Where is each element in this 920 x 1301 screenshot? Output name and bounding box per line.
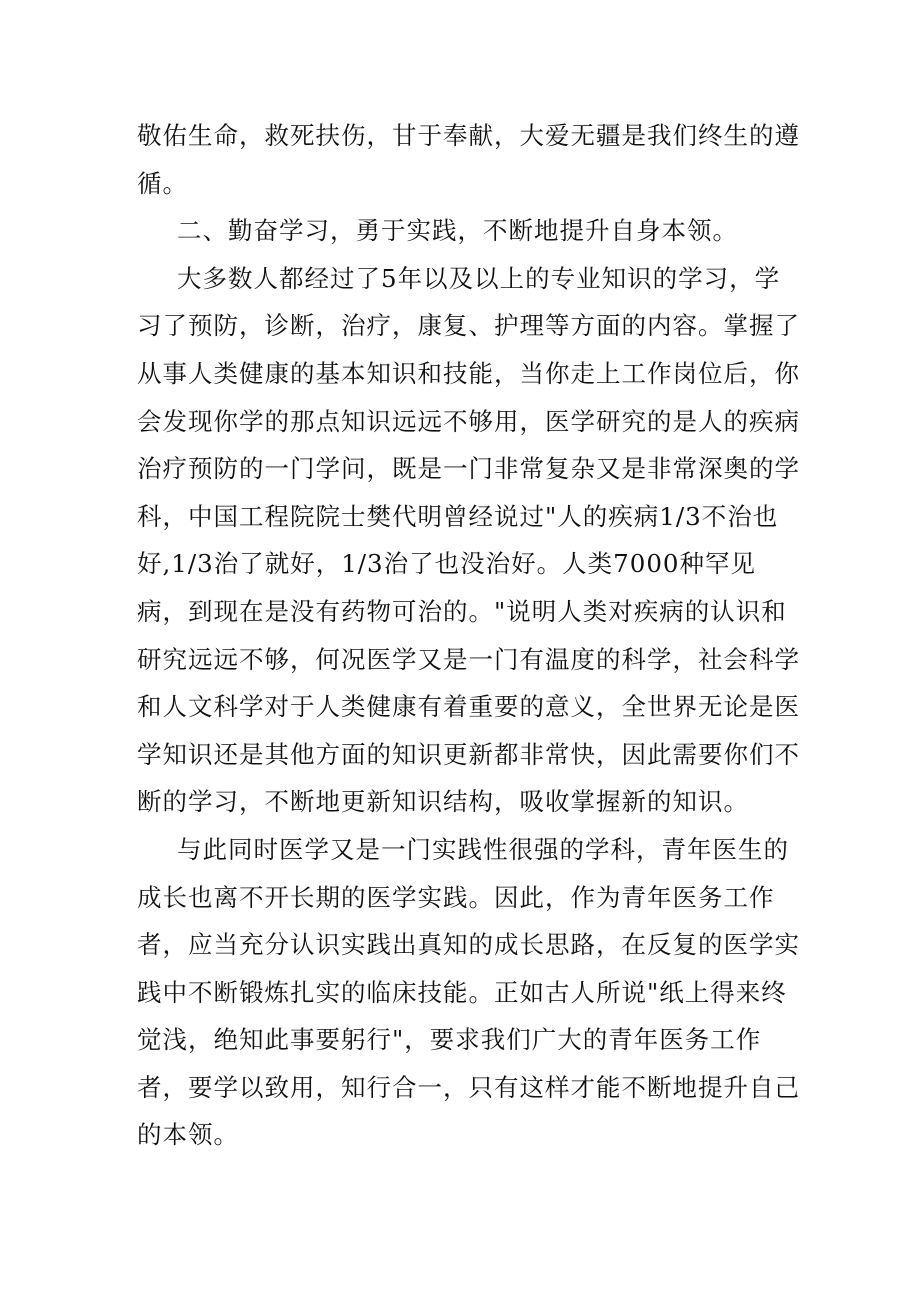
text-line: 断的学习，不断地更新知识结构，吸收掌握新的知识。 <box>137 787 749 817</box>
text-line: 好,1/3治了就好，1/3治了也没治好。人类7000种罕见 <box>137 549 756 579</box>
section-heading: 二、勤奋学习，勇于实践，不断地提升自身本领。 <box>177 216 738 246</box>
text-line: 研究远远不够，何况医学又是一门有温度的科学，社会科学 <box>137 644 800 674</box>
paragraph-first-line: 与此同时医学又是一门实践性很强的学科，青年医生的 <box>177 834 789 864</box>
text-line: 敬佑生命，救死扶伤，甘于奉献，大爱无疆是我们终生的遵 <box>137 121 800 150</box>
text-line: 病，到现在是没有药物可治的。"说明人类对疾病的认识和 <box>137 596 787 626</box>
text-line: 科，中国工程院院士樊代明曾经说过"人的疾病1/3不治也 <box>137 501 779 531</box>
text-line: 的本领。 <box>137 1120 239 1150</box>
text-line: 者，要学以致用，知行合一，只有这样才能不断地提升自己 <box>137 1072 800 1102</box>
text-line: 践中不断锻炼扎实的临床技能。正如古人所说"纸上得来终 <box>137 977 787 1007</box>
text-line: 循。 <box>137 168 188 198</box>
text-line: 学知识还是其他方面的知识更新都非常快，因此需要你们不 <box>137 739 800 769</box>
text-line: 治疗预防的一门学问，既是一门非常复杂又是非常深奥的学 <box>137 454 800 484</box>
text-line: 成长也离不开长期的医学实践。因此，作为青年医务工作 <box>137 882 775 912</box>
paragraph-first-line: 大多数人都经过了5年以及以上的专业知识的学习，学 <box>177 263 781 293</box>
text-line: 和人文科学对于人类健康有着重要的意义，全世界无论是医 <box>137 692 800 722</box>
text-line: 者，应当充分认识实践出真知的成长思路，在反复的医学实 <box>137 930 800 960</box>
body-text <box>137 112 800 1159</box>
text-line: 从事人类健康的基本知识和技能，当你走上工作岗位后，你 <box>137 358 800 388</box>
text-line: 会发现你学的那点知识远远不够用，医学研究的是人的疾病 <box>137 406 800 436</box>
text-line: 觉浅，绝知此事要躬行"，要求我们广大的青年医务工作 <box>137 1025 762 1055</box>
text-line: 习了预防，诊断，治疗，康复、护理等方面的内容。掌握了 <box>137 311 800 341</box>
